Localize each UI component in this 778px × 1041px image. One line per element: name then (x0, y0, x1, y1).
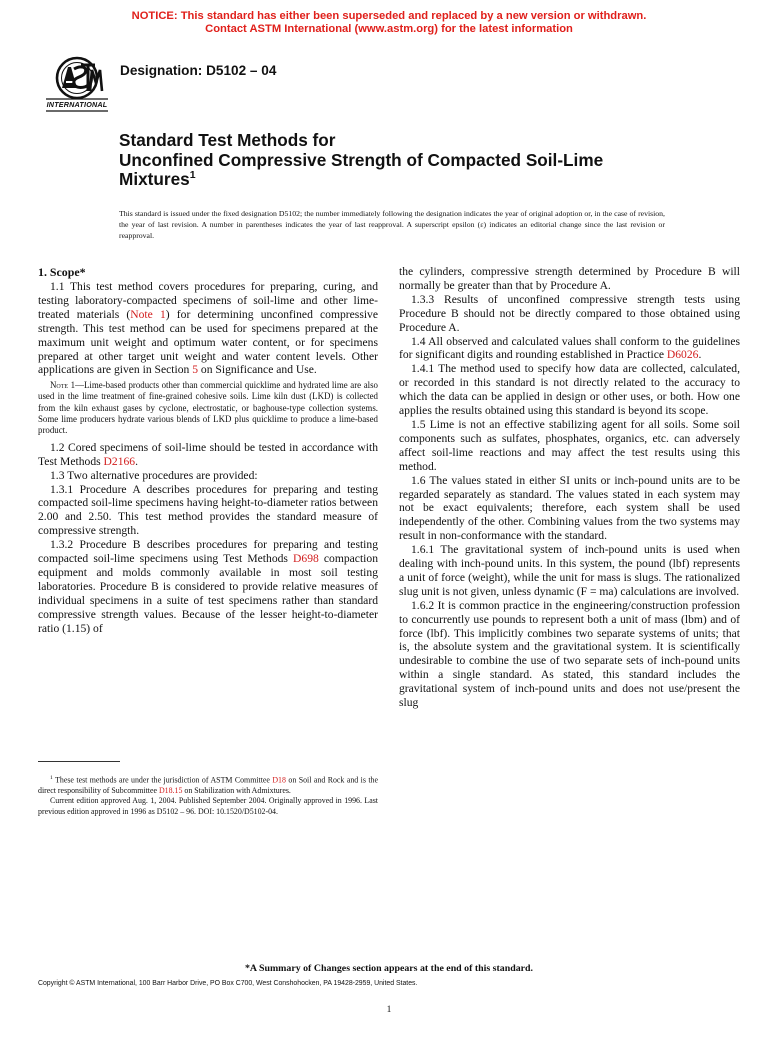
astm-logo (40, 55, 114, 113)
logo-international-text: INTERNATIONAL (46, 100, 108, 109)
paragraph-1-5: 1.5 Lime is not an effective stabilizing agent for all soils. Some soil components such as sulfates, phosphates, organics, etc. can adversely affect soil-lime reactions and may affect the test results using this method. (399, 417, 740, 473)
notice-line-2: Contact ASTM International (www.astm.org) for the latest information (205, 22, 573, 35)
notice-line-1: NOTICE: This standard has either been superseded and replaced by a new version or withdrawn. (131, 10, 647, 22)
summary-of-changes-note: *A Summary of Changes section appears at the end of this standard. (244, 963, 534, 974)
title-line-3 (119, 170, 719, 193)
paragraph-1-1: 1.1 This test method covers procedures for preparing, curing, and testing laboratory-compacted specimens of soil-lime and other lime-treated materials (Note 1) for determining unconfined compressive strength. This test method can be used for specimens prepared at the maximum unit weight and optimum water content, or for specimens prepared at other target unit weight and water content levels. Other applications are given in Section 5 on Significance and Use. (38, 280, 378, 377)
note-1: Note 1—Lime-based products other than commercial quicklime and hydrated lime are also used in the lime treatment of fine-grained cohesive soils. Lime kiln dust (LKD) is collected from the kiln exhaust gases by cyclone, electrostatic, or baghouse-type collection systems. Some lime producers hydrate various blends of LKD plus quicklime to produce a lime-based product. (38, 380, 378, 435)
section-5-link[interactable]: 5 (192, 363, 199, 377)
paragraph-1-6-1: 1.6.1 The gravitational system of inch-pound units is used when dealing with inch-pound units. In this system, the pound (lbf) represents a unit of force (weight), while the unit for mass is slugs. The rationalized slug unit is not given, unless dynamic (F = ma) calculations are involved. (399, 543, 740, 598)
footnote-1-mark: 1 (50, 775, 53, 781)
d6026-link[interactable]: D6026 (666, 348, 699, 362)
document-title (119, 131, 719, 193)
footnote-1: $^1$ These test methods are under the jurisdiction of ASTM Committee D18 on Soil and Rock and is the direct responsibility of Subcommittee D18.15 on Stabilization with Admixtures. (38, 775, 378, 795)
d18-link[interactable]: D18 (272, 775, 286, 785)
left-column (38, 265, 378, 636)
paragraph-1-6: 1.6 The values stated in either SI units or inch-pound units are to be regarded separately as standard. The values stated in each system may not be exact equivalents; therefore, each system shall be used independently of the other. Combining values from the two systems may result in non-conformance with the standard. (399, 473, 740, 543)
paragraph-continuation: the cylinders, compressive strength determined by Procedure B will normally be greater than that by Procedure A. (399, 265, 740, 292)
paragraph-1-4-1: 1.4.1 The method used to specify how data are collected, calculated, or recorded in this standard is not directly related to the accuracy to which the data can be applied in design or other uses, or both. How one applies the results obtained using this standard is beyond its scope. (399, 362, 740, 418)
d2166-link[interactable]: D2166 (103, 454, 136, 468)
d18-15-link[interactable]: D18.15 (158, 785, 183, 795)
footnotes (38, 773, 378, 817)
section-heading-scope: 1. Scope* (38, 265, 86, 279)
title-mixtures: Mixtures (119, 169, 190, 189)
note-1-link[interactable]: Note 1 (130, 307, 166, 321)
page-number: 1 (386, 1005, 392, 1015)
paragraph-1-3-1: 1.3.1 Procedure A describes procedures for preparing and testing compacted soil-lime specimens having height-to-diameter ratios between 2.00 and 2.50. This test method provides the standard measure of compressive strength. (38, 482, 378, 538)
title-line-2: Unconfined Compressive Strength of Compacted Soil-Lime (119, 149, 604, 170)
footnote-divider (38, 761, 120, 762)
withdrawal-notice (0, 10, 778, 35)
paragraph-1-3-3: 1.3.3 Results of unconfined compressive strength tests using Procedure B should not be directly compared to those obtained using Procedure A. (399, 292, 740, 334)
designation: Designation: D5102 – 04 (120, 63, 277, 78)
note-label: Note (50, 380, 69, 391)
paragraph-1-6-2: 1.6.2 It is common practice in the engineering/construction profession to concurrently use pounds to represent both a unit of mass (lbm) and of force (lbf). This implicitly combines two separate systems of units; that is, the absolute system and the gravitational system. It is scientifically undesirable to combine the use of two separate sets of inch-pound units within a single standard. As stated, this standard includes the gravitational system of inch-pound units and does not use/present the slug (399, 598, 740, 710)
footnote-edition: Current edition approved Aug. 1, 2004. Published September 2004. Originally approved in 1996. Last previous edition approved in 1996 as D5102 – 96. DOI: 10.1520/D5102-04. (38, 796, 378, 816)
paragraph-1-2: 1.2 Cored specimens of soil-lime should be tested in accordance with Test Methods D2166. (38, 440, 378, 468)
d698-link[interactable]: D698 (293, 552, 319, 566)
copyright-line: Copyright © ASTM International, 100 Barr Harbor Drive, PO Box C700, West Conshohocken, PA 19428-2959, United States. (38, 980, 418, 987)
standard-issuance-note: This standard is issued under the fixed designation D5102; the number immediately following the designation indicates the year of original adoption or, in the case of revision, the year of last revision. A number in parentheses indicates the year of last reapproval. A superscript epsilon (ε) indicates an editorial change since the last revision or reapproval. (119, 209, 665, 240)
paragraph-1-4: 1.4 All observed and calculated values shall conform to the guidelines for significant digits and rounding established in Practice D6026. (399, 334, 740, 362)
paragraph-1-3: 1.3 Two alternative procedures are provided: (50, 468, 258, 482)
right-column (399, 265, 740, 710)
paragraph-1-3-2: 1.3.2 Procedure B describes procedures for preparing and testing compacted soil-lime specimens using Test Methods D698 compaction equipment and molds commonly available in most soil testing laboratories. Procedure B is considered to provide relative measures of individual specimens in a suite of test specimens rather than standard compressive strength values. Because of the lesser height-to-diameter ratio (1.15) of (38, 538, 378, 635)
title-line-1: Standard Test Methods for (119, 130, 336, 150)
title-footnote-mark[interactable]: 1 (189, 169, 196, 181)
